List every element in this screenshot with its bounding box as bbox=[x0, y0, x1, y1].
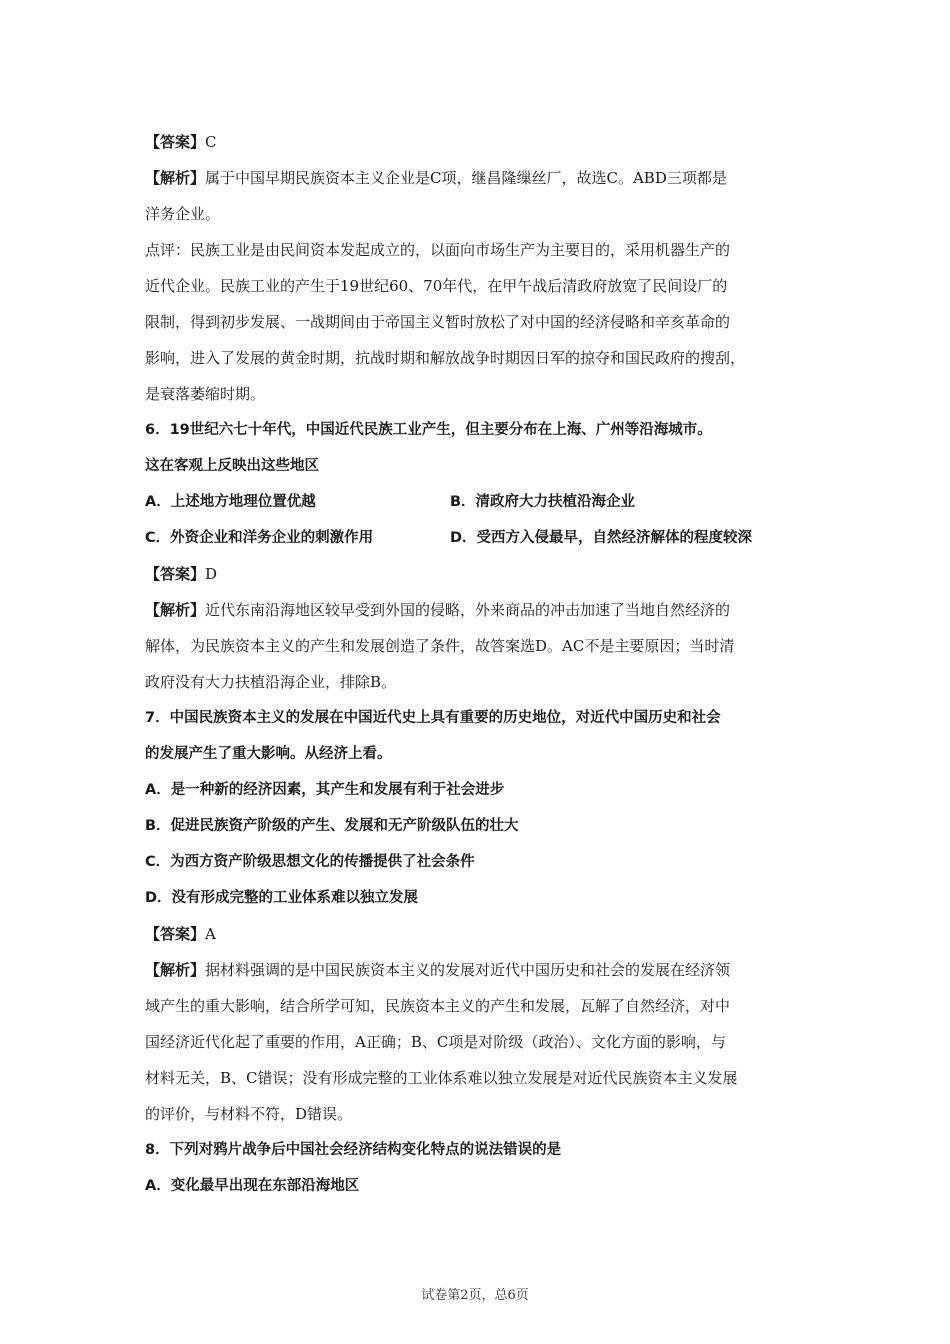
comment-line: 影响，进入了发展的黄金时期，抗战时期和解放战争时期因日军的掠夺和国民政府的搜刮， bbox=[145, 349, 746, 367]
answer-tag: 【答案】 bbox=[145, 565, 206, 583]
analysis-text-line: 政府没有大力扶植沿海企业，排除B。 bbox=[145, 673, 397, 691]
option-c: C．外资企业和洋务企业的刺激作用 bbox=[145, 530, 374, 546]
question-6-stem-cont: 这在客观上反映出这些地区 bbox=[145, 458, 319, 474]
analysis-text: 属于中国早期民族资本主义企业是C项，继昌隆缫丝厂，故选C。ABD三项都是 bbox=[205, 169, 727, 187]
page-footer: 试卷第2页，总6页 bbox=[421, 1288, 529, 1303]
analysis-text: 据材料强调的是中国民族资本主义的发展对近代中国历史和社会的发展在经济领 bbox=[205, 961, 731, 979]
question-6-options-row-2 bbox=[145, 520, 810, 556]
answer-value: D bbox=[205, 565, 218, 583]
analysis-text: 近代东南沿海地区较早受到外国的侵略，外来商品的冲击加速了当地自然经济的 bbox=[205, 601, 731, 619]
analysis-text-line: 的评价，与材料不符，D错误。 bbox=[145, 1105, 353, 1123]
comment-line: 点评：民族工业是由民间资本发起成立的，以面向市场生产为主要目的，采用机器生产的 bbox=[145, 241, 731, 259]
question-8-stem: 8．下列对鸦片战争后中国社会经济结构变化特点的说法错误的是 bbox=[145, 1142, 562, 1158]
option-a: A．变化最早出现在东部沿海地区 bbox=[145, 1178, 360, 1194]
analysis-tag: 【解析】 bbox=[145, 601, 206, 619]
question-7-stem-cont: 的发展产生了重大影响。从经济上看。 bbox=[145, 746, 392, 762]
option-b: B．促进民族资产阶级的产生、发展和无产阶级队伍的壮大 bbox=[145, 818, 519, 834]
analysis-text-line: 解体，为民族资本主义的产生和发展创造了条件，故答案选D。AC不是主要原因；当时清 bbox=[145, 637, 735, 655]
answer-line-q6 bbox=[145, 556, 810, 592]
question-6-stem: 6．19世纪六七十年代，中国近代民族工业产生，但主要分布在上海、广州等沿海城市。 bbox=[145, 422, 712, 438]
analysis-tag: 【解析】 bbox=[145, 961, 206, 979]
comment-line: 限制，得到初步发展、一战期间由于帝国主义暂时放松了对中国的经济侵略和辛亥革命的 bbox=[145, 313, 731, 331]
option-d: D．受西方入侵最早，自然经济解体的程度较深 bbox=[450, 530, 753, 546]
analysis-line-q5 bbox=[145, 160, 810, 196]
comment-line: 是衰落萎缩时期。 bbox=[145, 385, 266, 403]
page-content bbox=[145, 124, 810, 1204]
answer-line-q5 bbox=[145, 124, 810, 160]
analysis-text-line: 洋务企业。 bbox=[145, 205, 221, 223]
analysis-text-line: 材料无关，B、C错误；没有形成完整的工业体系难以独立发展是对近代民族资本主义发展 bbox=[145, 1069, 738, 1087]
analysis-line-q6 bbox=[145, 592, 810, 628]
analysis-line-q7 bbox=[145, 952, 810, 988]
analysis-text-line: 国经济近代化起了重要的作用，A正确；B、C项是对阶级（政治）、文化方面的影响，与 bbox=[145, 1033, 726, 1051]
answer-value: C bbox=[205, 133, 217, 151]
option-a: A．是一种新的经济因素，其产生和发展有利于社会进步 bbox=[145, 782, 505, 798]
answer-tag: 【答案】 bbox=[145, 925, 206, 943]
question-6-options-row-1 bbox=[145, 484, 810, 520]
answer-value: A bbox=[205, 925, 216, 943]
comment-line: 近代企业。民族工业的产生于19世纪60、70年代，在甲午战后清政府放宽了民间设厂的 bbox=[145, 277, 728, 295]
answer-tag: 【答案】 bbox=[145, 133, 206, 151]
option-b: B．清政府大力扶植沿海企业 bbox=[450, 494, 636, 510]
answer-line-q7 bbox=[145, 916, 810, 952]
option-a: A．上述地方地理位置优越 bbox=[145, 494, 316, 510]
option-c: C．为西方资产阶级思想文化的传播提供了社会条件 bbox=[145, 854, 475, 870]
option-d: D．没有形成完整的工业体系难以独立发展 bbox=[145, 890, 419, 906]
question-7-stem: 7．中国民族资本主义的发展在中国近代史上具有重要的历史地位，对近代中国历史和社会 bbox=[145, 710, 721, 726]
analysis-text-line: 域产生的重大影响，结合所学可知，民族资本主义的产生和发展，瓦解了自然经济，对中 bbox=[145, 997, 731, 1015]
analysis-tag: 【解析】 bbox=[145, 169, 206, 187]
